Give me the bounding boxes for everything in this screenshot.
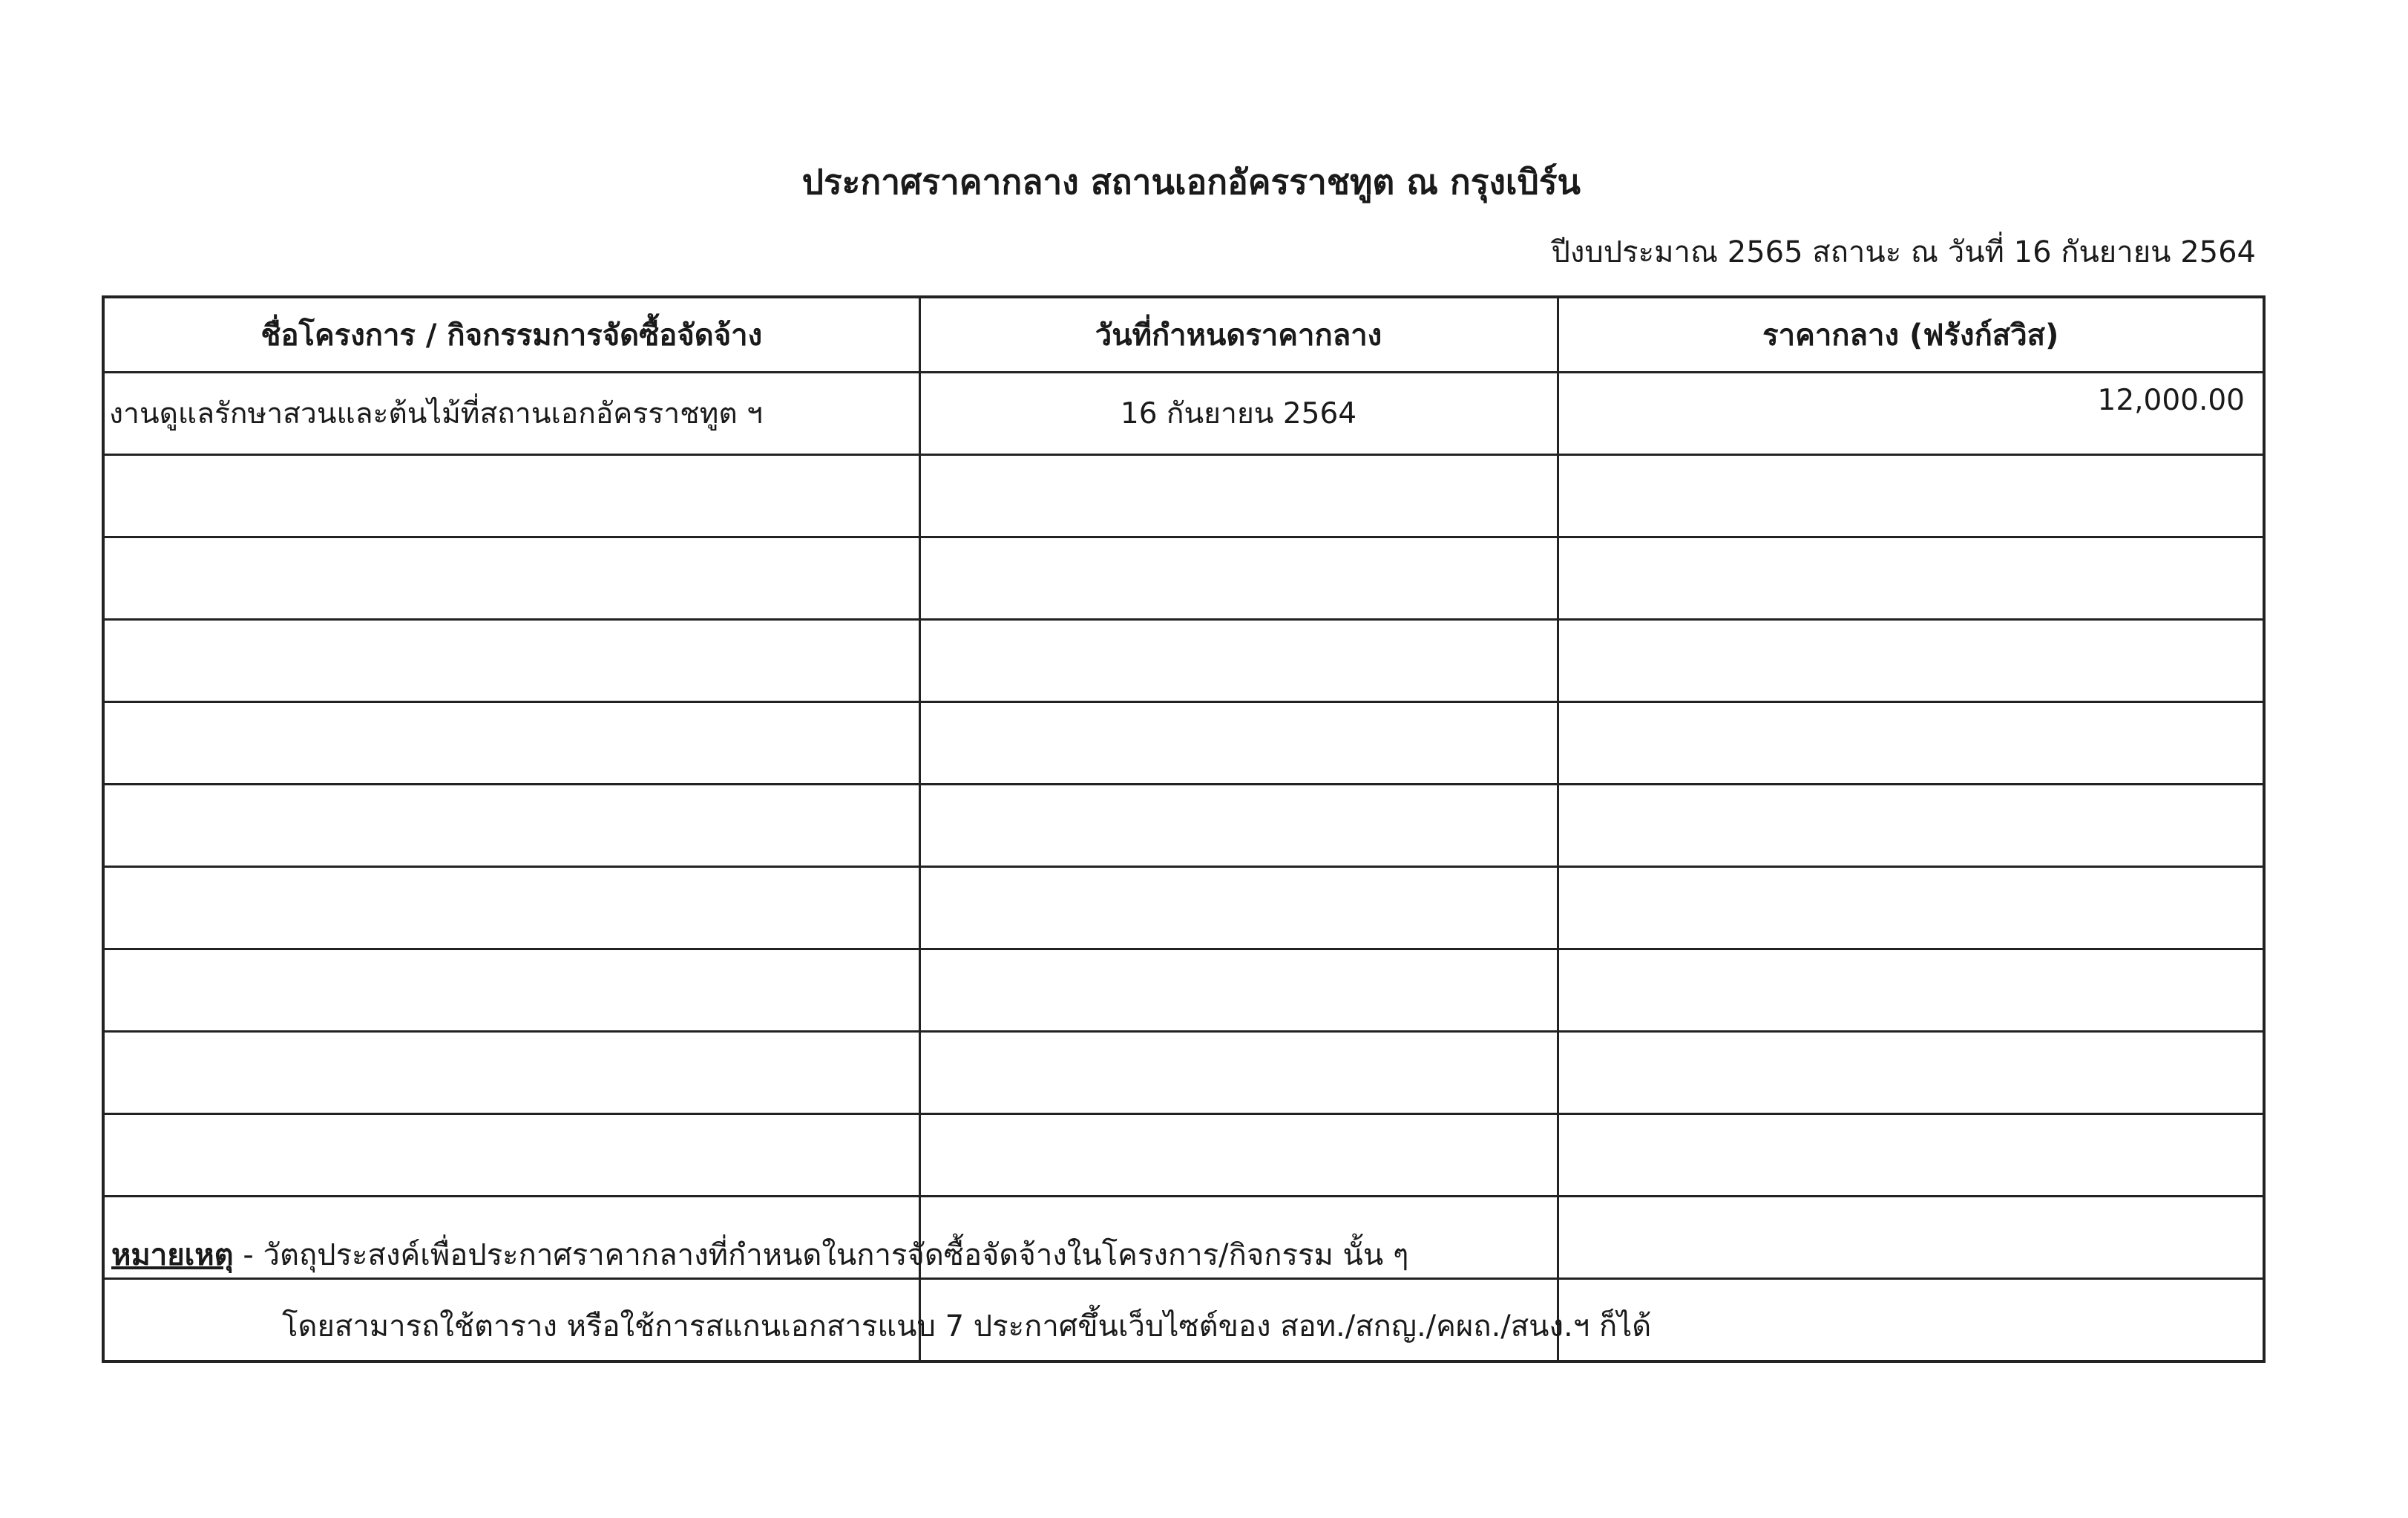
cell-project [103,620,919,702]
cell-price [1558,455,2264,537]
table-row [103,1114,2264,1197]
cell-project [103,1114,919,1197]
cell-price [1558,867,2264,949]
cell-project [103,702,919,785]
cell-project [103,949,919,1032]
table-row [103,455,2264,537]
note-label: หมายเหตุ [111,1238,234,1272]
cell-date [919,867,1558,949]
cell-project [103,1032,919,1114]
cell-price [1558,1032,2264,1114]
table-row [103,537,2264,620]
header-project: ชื่อโครงการ / กิจกรรมการจัดซื้อจัดจ้าง [103,297,919,373]
cell-date [919,1114,1558,1197]
status-line: ปีงบประมาณ 2565 สถานะ ณ วันที่ 16 กันยายน 2564 [1551,235,2256,269]
cell-project: งานดูแลรักษาสวนและต้นไม้ที่สถานเอกอัครราชทูต ฯ [103,373,919,455]
table-row [103,702,2264,785]
table-row [103,867,2264,949]
cell-date [919,949,1558,1032]
header-date: วันที่กำหนดราคากลาง [919,297,1558,373]
cell-project [103,867,919,949]
cell-date: 16 กันยายน 2564 [919,373,1558,455]
table-row [103,1032,2264,1114]
cell-project [103,455,919,537]
cell-date [919,702,1558,785]
header-price: ราคากลาง (ฟรังก์สวิส) [1558,297,2264,373]
cell-price [1558,1197,2264,1279]
note [111,1229,1408,1281]
table-row [103,785,2264,867]
page-title: ประกาศราคากลาง สถานเอกอัครราชทูต ณ กรุงเบิร์น [801,162,1581,202]
table-row [103,373,2264,455]
cell-price [1558,620,2264,702]
note-line-1: - วัตถุประสงค์เพื่อประกาศราคากลางที่กำหนดในการจัดซื้อจัดจ้างในโครงการ/กิจกรรม นั้น ๆ [233,1238,1409,1272]
cell-price [1558,1279,2264,1362]
reference-price-table [102,295,2266,1363]
cell-date [919,1032,1558,1114]
cell-project [103,785,919,867]
cell-price [1558,949,2264,1032]
cell-date [919,785,1558,867]
cell-date [919,455,1558,537]
cell-date [919,537,1558,620]
cell-price [1558,785,2264,867]
cell-date [919,620,1558,702]
note-line-2: โดยสามารถใช้ตาราง หรือใช้การสแกนเอกสารแนบ 7 ประกาศขึ้นเว็บไซต์ของ สอท./สกญ./คผถ./สนง.ฯ ก็ได้ [282,1309,1652,1344]
table-row [103,949,2264,1032]
table-row [103,620,2264,702]
cell-price: 12,000.00 [1558,373,2264,455]
cell-price [1558,1114,2264,1197]
cell-price [1558,702,2264,785]
cell-price [1558,537,2264,620]
table-header-row [103,297,2264,373]
cell-project [103,537,919,620]
